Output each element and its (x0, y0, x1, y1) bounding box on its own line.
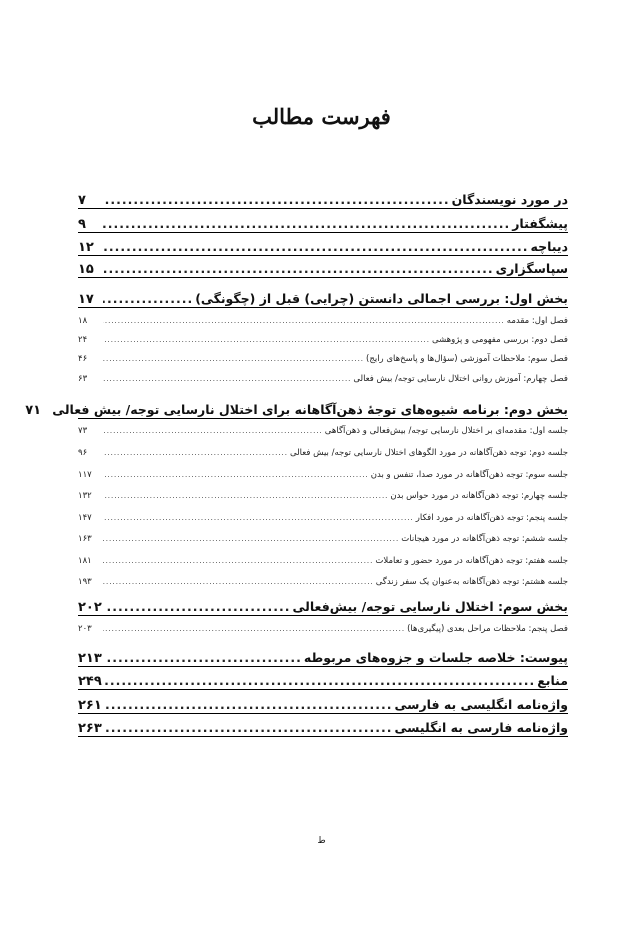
leader-dots (103, 291, 193, 306)
toc-entry-page: ۴۶ (78, 354, 88, 364)
toc-entry[interactable] (78, 448, 568, 458)
toc-entry-page: ۱۸ (78, 316, 88, 326)
leader-dots (103, 578, 374, 586)
toc-entry-page: ۶۳ (78, 374, 88, 384)
toc-entry-page: ۱۳۲ (78, 491, 92, 501)
toc-entry-label: جلسه هشتم: توجه ذهن‌آگاهانه به‌عنوان یک سفر زندگی (375, 577, 568, 587)
leader-dots (105, 697, 393, 712)
toc-entry-label: جلسه چهارم: توجه ذهن‌آگاهانه در مورد حواس بدن (390, 491, 568, 501)
leader-dots (103, 336, 430, 344)
toc-entry[interactable] (78, 261, 568, 278)
leader-dots (103, 471, 369, 479)
toc-entry[interactable] (78, 491, 568, 501)
toc-entry[interactable] (78, 720, 568, 737)
page-title: فهرست مطالب (252, 104, 391, 129)
toc-entry-label: منابع (537, 673, 568, 688)
toc-entry[interactable] (78, 697, 568, 714)
toc-entry-label: پیشگفتار (512, 216, 568, 231)
toc-entry[interactable] (78, 513, 568, 523)
toc-entry-label: بخش اول: بررسی اجمالی دانستن (چرایی) قبل از (چگونگی) (195, 291, 568, 306)
leader-dots (103, 514, 414, 522)
toc-entry-label: جلسه هفتم: توجه ذهن‌آگاهانه در مورد حضور و تعاملات (375, 556, 568, 566)
toc-entry-page: ۱۹۳ (78, 577, 92, 587)
toc-entry-page: ۱۸۱ (78, 556, 92, 566)
toc-entry-label: فصل چهارم: آموزش روانی اختلال نارسایی توجه/ بیش فعالی (353, 374, 568, 384)
toc-entry-label: فصل اول: مقدمه (506, 316, 568, 326)
toc-entry-page: ۷۱ (25, 403, 42, 418)
leader-dots (105, 599, 291, 614)
toc-entry-page: ۲۱۳ (78, 651, 102, 666)
toc-entry-label: جلسه ششم: توجه ذهن‌آگاهانه در مورد هیجانات (401, 534, 568, 544)
toc-entry-page: ۲۰۳ (78, 624, 92, 634)
toc-entry[interactable] (78, 577, 568, 587)
toc-entry[interactable] (78, 470, 568, 480)
toc-entry-label: واژه‌نامه انگلیسی به فارسی (394, 697, 568, 712)
leader-dots (103, 535, 399, 543)
toc-entry-label: جلسه دوم: توجه ذهن‌آگاهانه در مورد الگوهای اختلال نارسایی توجه/ بیش فعالی (289, 448, 568, 458)
leader-dots (105, 673, 535, 688)
toc-entry-label: فصل دوم: بررسی مفهومی و پژوهشی (432, 335, 568, 345)
toc-entry[interactable] (78, 556, 568, 566)
toc-entry-page: ۱۶۳ (78, 534, 92, 544)
leader-dots (103, 492, 388, 500)
toc-entry-page: ۲۶۱ (78, 698, 102, 713)
toc-entry-page: ۲۰۲ (78, 600, 102, 615)
toc-entry-label: پیوست: خلاصه جلسات و جزوه‌های مربوطه (303, 650, 568, 665)
leader-dots (103, 375, 351, 383)
toc-entry-label: در مورد نویسندگان (451, 192, 568, 207)
toc-entry[interactable] (78, 335, 568, 345)
toc-entry-page: ۲۴ (78, 335, 88, 345)
toc-entry[interactable] (78, 426, 568, 436)
leader-dots (105, 650, 302, 665)
toc-entry-page: ۱۱۷ (78, 470, 92, 480)
toc-entry[interactable] (78, 374, 568, 384)
toc-entry-page: ۷۳ (78, 426, 88, 436)
page-number: ط (317, 836, 326, 846)
toc-entry-page: ۹ (78, 217, 86, 232)
toc-entry-page: ۷ (78, 193, 86, 208)
toc-entry[interactable] (78, 239, 568, 256)
leader-dots (103, 192, 450, 207)
toc-entry-page: ۱۲ (78, 240, 94, 255)
toc-entry-label: جلسه اول: مقدمه‌ای بر اختلال نارسایی توجه/ بیش‌فعالی و ذهن‌آگاهی (324, 426, 568, 436)
toc-entry[interactable] (78, 354, 568, 364)
toc-entry[interactable] (78, 216, 568, 233)
toc-entry-label: دیباچه (530, 239, 568, 254)
toc-entry-page: ۲۴۹ (78, 674, 102, 689)
toc-entry-label: بخش دوم: برنامه شیوه‌های توجهٔ ذهن‌آگاهانه برای اختلال نارسایی توجه/ بیش فعالی (52, 402, 568, 417)
toc-entry-label: سپاسگزاری (495, 261, 568, 276)
toc-entry[interactable] (78, 316, 568, 326)
toc-entry[interactable] (78, 291, 568, 308)
toc-entry-label: واژه‌نامه فارسی به انگلیسی (394, 720, 568, 735)
leader-dots (103, 625, 405, 633)
leader-dots (103, 557, 373, 565)
toc-entry-label: فصل پنجم: ملاحظات مراحل بعدی (پیگیری‌ها) (407, 624, 568, 634)
toc-entry-label: بخش سوم: اختلال نارسایی توجه/ بیش‌فعالی (292, 599, 568, 614)
toc-entry-label: جلسه پنجم: توجه ذهن‌آگاهانه در مورد افکار (415, 513, 568, 523)
leader-dots (103, 427, 323, 435)
leader-dots (103, 261, 494, 276)
leader-dots (103, 449, 288, 457)
toc-entry[interactable] (78, 599, 568, 616)
toc-entry[interactable] (25, 402, 568, 419)
leader-dots (103, 355, 364, 363)
toc-entry-page: ۱۷ (78, 292, 94, 307)
toc-entry[interactable] (78, 534, 568, 544)
toc-entry-label: فصل سوم: ملاحظات آموزشی (سؤال‌ها و پاسخ‌های رایج) (366, 354, 568, 364)
toc-entry-page: ۲۶۳ (78, 721, 102, 736)
leader-dots (103, 239, 529, 254)
toc-entry-page: ۹۶ (78, 448, 88, 458)
toc-entry[interactable] (78, 624, 568, 634)
toc-entry[interactable] (78, 192, 568, 209)
leader-dots (103, 317, 505, 325)
toc-entry-page: ۱۵ (78, 262, 94, 277)
toc-entry[interactable] (78, 650, 568, 667)
toc-entry-label: جلسه سوم: توجه ذهن‌آگاهانه در مورد صدا، تنفس و بدن (370, 470, 568, 480)
toc-entry-page: ۱۴۷ (78, 513, 92, 523)
leader-dots (105, 720, 393, 735)
leader-dots (103, 216, 510, 231)
toc-entry[interactable] (78, 673, 568, 690)
